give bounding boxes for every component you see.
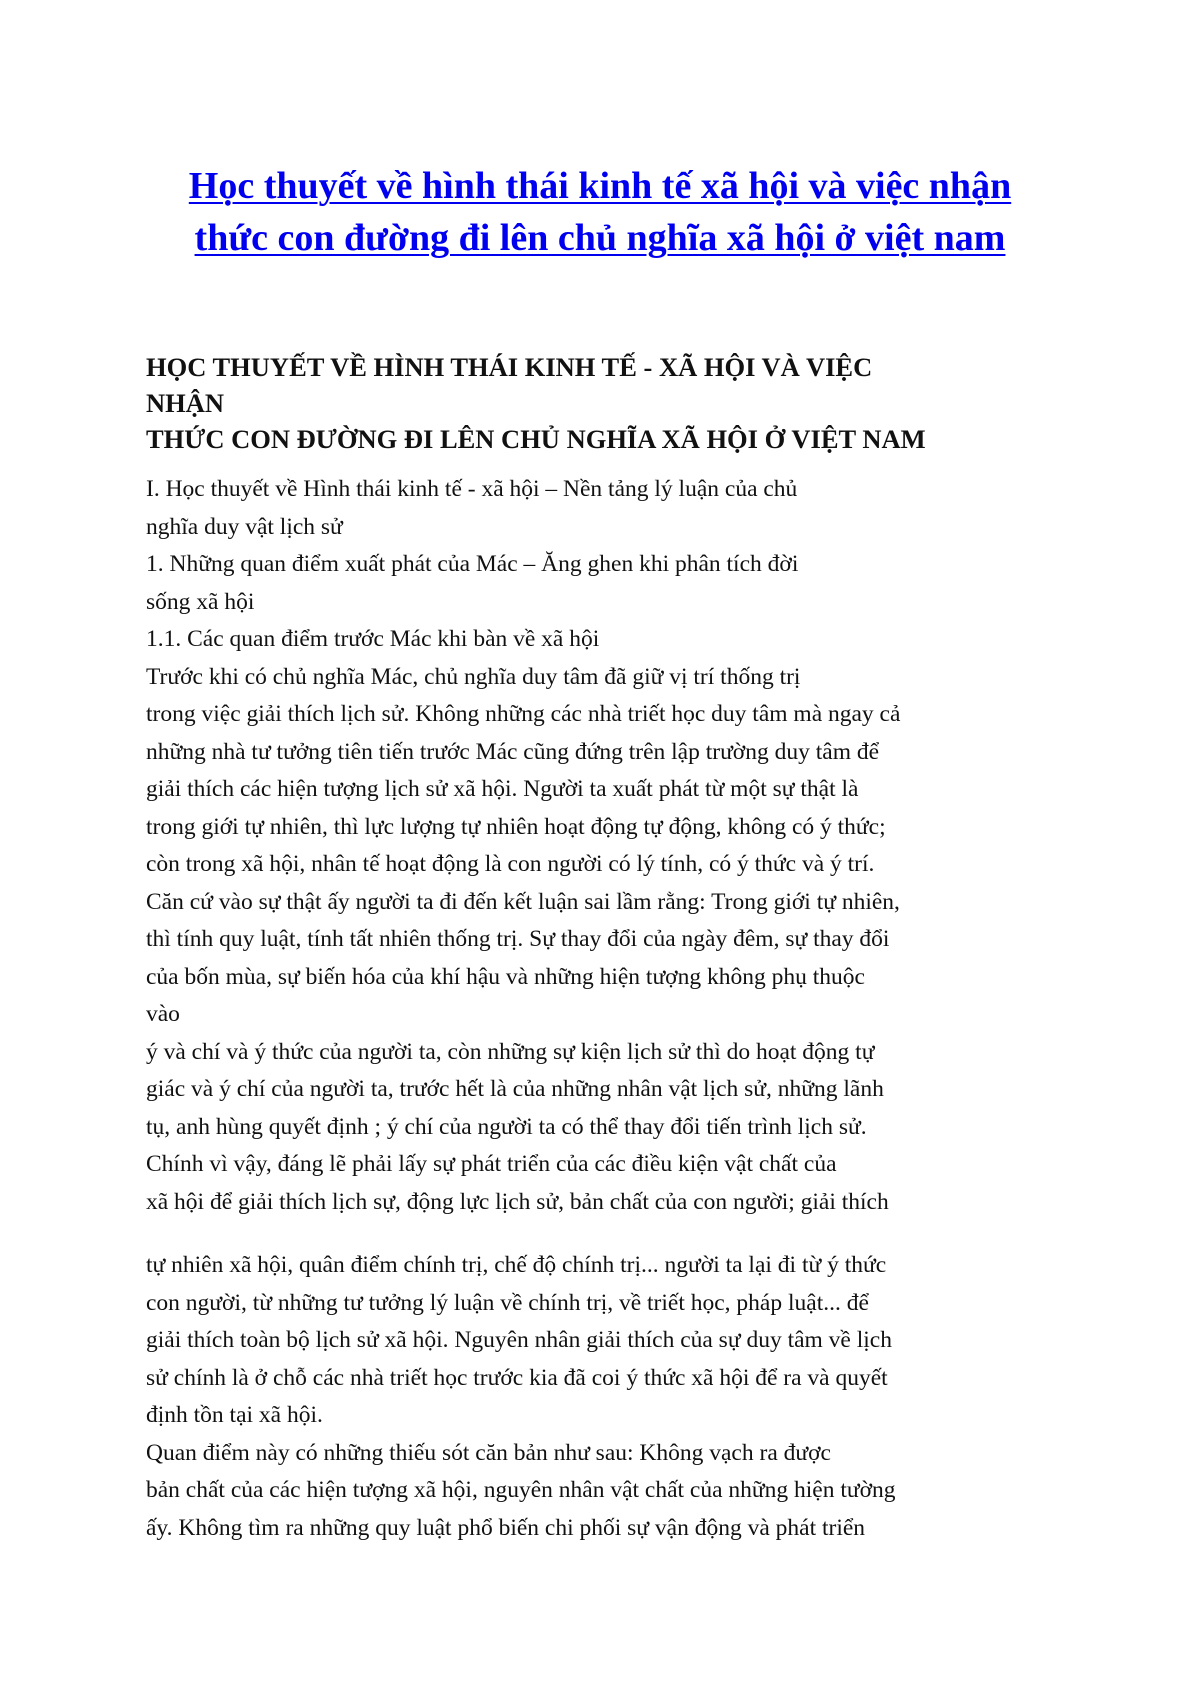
body-line: tự nhiên xã hội, quân điểm chính trị, chế độ chính trị... người ta lại đi từ ý thức bbox=[146, 1252, 887, 1278]
body-text-block-1 bbox=[146, 471, 1076, 1221]
body-line: tụ, anh hùng quyết định ; ý chí của người ta có thể thay đổi tiến trình lịch sử. bbox=[146, 1113, 867, 1140]
body-line: sống xã hội bbox=[146, 588, 255, 615]
body-line: ấy. Không tìm ra những quy luật phổ biến chi phối sự vận động và phát triển bbox=[146, 1514, 866, 1541]
body-line: thì tính quy luật, tính tất nhiên thống trị. Sự thay đổi của ngày đêm, sự thay đổi bbox=[146, 926, 890, 952]
body-line: sử chính là ở chỗ các nhà triết học trước kia đã coi ý thức xã hội để ra và quyết bbox=[146, 1364, 888, 1391]
body-line: 1.1. Các quan điểm trước Mác khi bàn về xã hội bbox=[146, 626, 600, 652]
body-line: còn trong xã hội, nhân tế hoạt động là con người có lý tính, có ý thức và ý trí. bbox=[146, 851, 875, 877]
body-line: định tồn tại xã hội. bbox=[146, 1402, 323, 1428]
body-line: của bốn mùa, sự biến hóa của khí hậu và những hiện tượng không phụ thuộc bbox=[146, 963, 865, 990]
body-line: I. Học thuyết về Hình thái kinh tế - xã hội – Nền tảng lý luận của chủ bbox=[146, 476, 798, 502]
body-text-block-2 bbox=[146, 1247, 1076, 1547]
body-line: trong giới tự nhiên, thì lực lượng tự nhiên hoạt động tự động, không có ý thức; bbox=[146, 813, 886, 840]
body-line: giác và ý chí của người ta, trước hết là của những nhân vật lịch sử, những lãnh bbox=[146, 1076, 884, 1102]
body-line: Căn cứ vào sự thật ấy người ta đi đến kết luận sai lầm rằng: Trong giới tự nhiên, bbox=[146, 888, 900, 915]
body-line: những nhà tư tưởng tiên tiến trước Mác cũng đứng trên lập trường duy tâm để bbox=[146, 738, 880, 765]
heading-line: HỌC THUYẾT VỀ HÌNH THÁI KINH TẾ - XÃ HỘI VÀ VIỆC bbox=[146, 352, 873, 382]
title-line: thức con đường đi lên chủ nghĩa xã hội ở việt nam bbox=[194, 217, 1006, 259]
document-title bbox=[120, 160, 1080, 264]
heading-line: THỨC CON ĐƯỜNG ĐI LÊN CHỦ NGHĨA XÃ HỘI Ở VIỆT NAM bbox=[146, 424, 926, 454]
body-line: trong việc giải thích lịch sử. Không những các nhà triết học duy tâm mà ngay cả bbox=[146, 701, 901, 727]
body-line: nghĩa duy vật lịch sử bbox=[146, 513, 343, 540]
body-line: 1. Những quan điểm xuất phát của Mác – Ăng ghen khi phân tích đời bbox=[146, 551, 799, 577]
body-line: con người, từ những tư tưởng lý luận về chính trị, về triết học, pháp luật... để bbox=[146, 1289, 869, 1316]
document-title-link[interactable] bbox=[120, 160, 1080, 264]
heading-line: NHẬN bbox=[146, 388, 225, 418]
body-line: giải thích các hiện tượng lịch sử xã hội. Người ta xuất phát từ một sự thật là bbox=[146, 776, 859, 802]
body-line: Chính vì vậy, đáng lẽ phải lấy sự phát triển của các điều kiện vật chất của bbox=[146, 1151, 837, 1177]
body-line: Quan điểm này có những thiếu sót căn bản như sau: Không vạch ra được bbox=[146, 1439, 831, 1466]
body-line: Trước khi có chủ nghĩa Mác, chủ nghĩa duy tâm đã giữ vị trí thống trị bbox=[146, 663, 801, 690]
section-heading bbox=[146, 349, 1076, 457]
body-line: ý và chí và ý thức của người ta, còn những sự kiện lịch sử thì do hoạt động tự bbox=[146, 1038, 875, 1065]
title-line: Học thuyết về hình thái kinh tế xã hội và việc nhận bbox=[188, 165, 1012, 207]
body-line: vào bbox=[146, 1001, 180, 1027]
body-line: xã hội để giải thích lịch sự, động lực lịch sử, bản chất của con người; giải thích bbox=[146, 1188, 889, 1215]
body-line: giải thích toàn bộ lịch sử xã hội. Nguyên nhân giải thích của sự duy tâm về lịch bbox=[146, 1327, 892, 1353]
body-line: bản chất của các hiện tượng xã hội, nguyên nhân vật chất của những hiện tường bbox=[146, 1477, 896, 1503]
